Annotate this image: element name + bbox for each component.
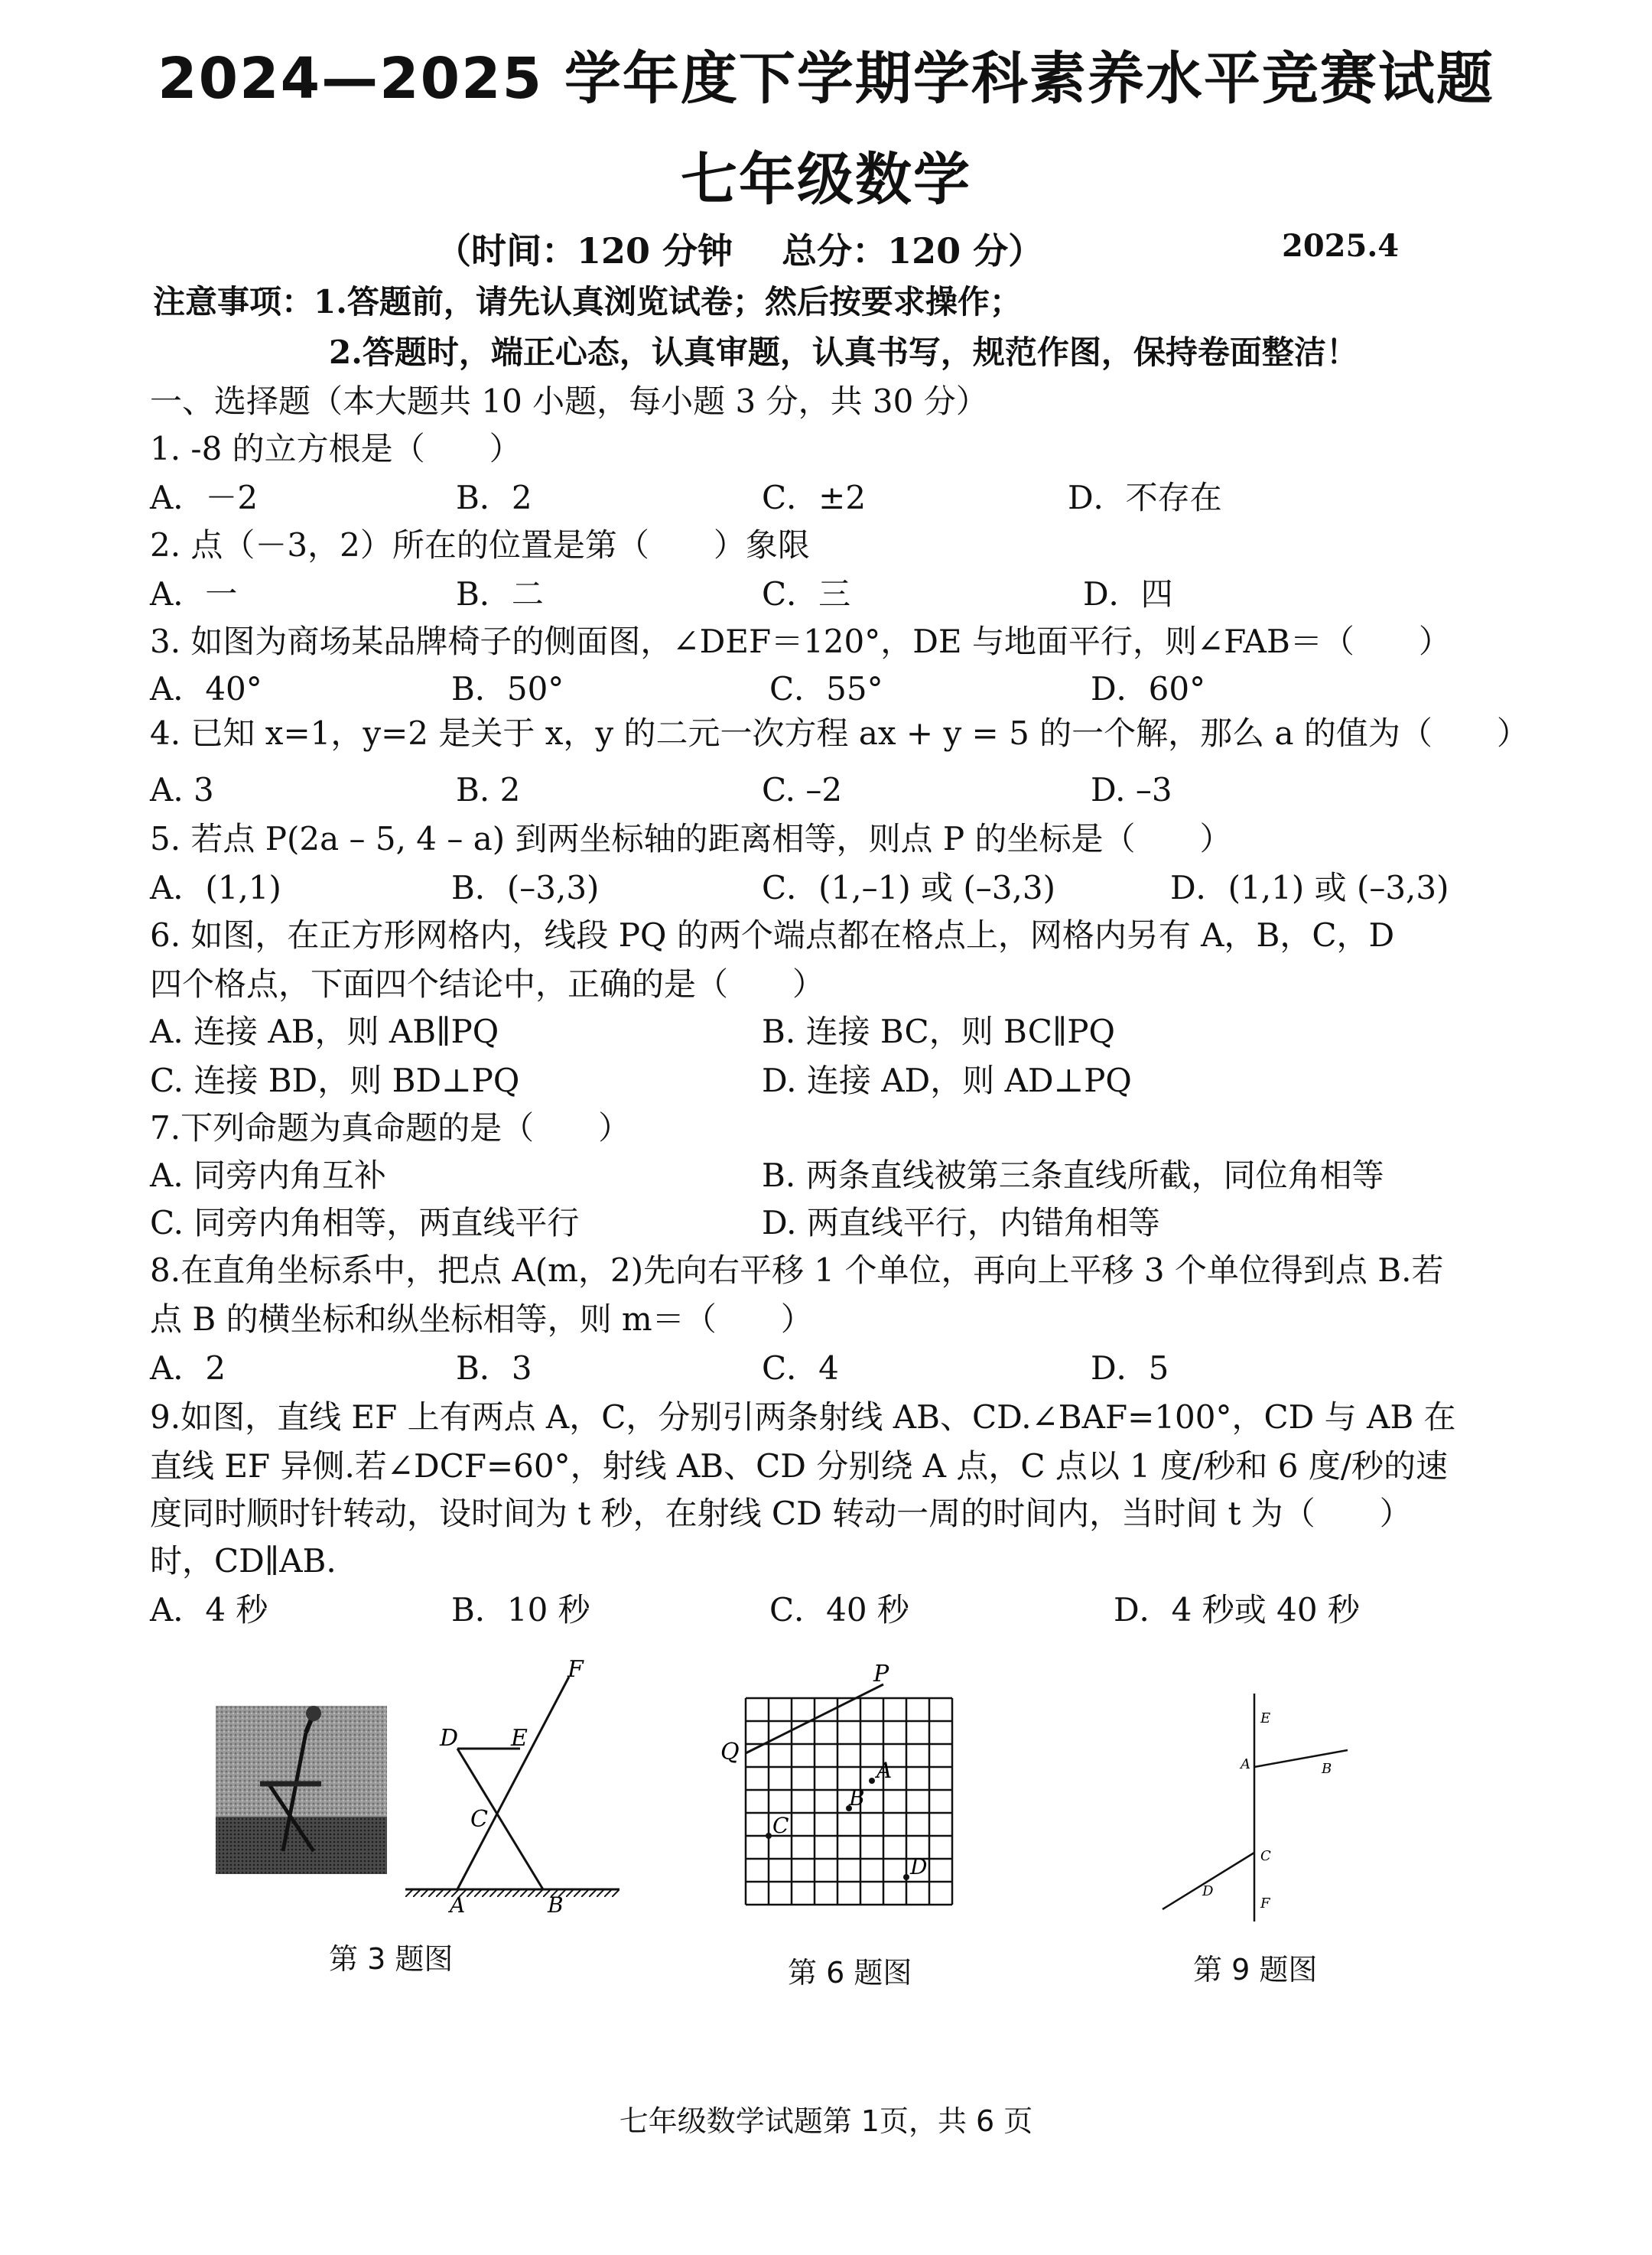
q4-stem: 4. 已知 x=1，y=2 是关于 x，y 的二元一次方程 ax + y = 5 的一个解，那么 a 的值为（ ）: [150, 714, 1529, 752]
q7-stem: 7.下列命题为真命题的是（ ）: [150, 1109, 631, 1147]
q5-option-c: C．(1,–1) 或 (–3,3): [762, 869, 1055, 906]
q8-stem-line-1: 8.在直角坐标系中，把点 A(m，2)先向右平移 1 个单位，再向上平移 3 个单位得到点 B.若: [150, 1251, 1444, 1289]
q1-option-a: A．－2: [150, 479, 259, 516]
fig6-label-q: Q: [720, 1739, 740, 1765]
notes-line-2: 2.答题时，端正心态，认真审题，认真书写，规范作图，保持卷面整洁！: [329, 334, 1358, 371]
q3-option-a: A．40°: [150, 670, 262, 708]
fig3-label-c: C: [470, 1806, 488, 1833]
q4-option-b: B. 2: [456, 771, 521, 809]
fig6-label-c: C: [772, 1813, 789, 1838]
fig6-label-a: A: [876, 1758, 893, 1783]
q1-option-c: C．±2: [762, 479, 867, 516]
q2-option-d: D．四: [1083, 575, 1173, 613]
fig9-label-f: F: [1260, 1895, 1270, 1912]
section-heading: 一、选择题（本大题共 10 小题，每小题 3 分，共 30 分）: [150, 382, 988, 420]
figure-6: [711, 1660, 987, 1920]
point-d: [903, 1874, 909, 1880]
q9-option-a: A．4 秒: [150, 1591, 268, 1629]
q8-option-a: A．2: [150, 1349, 226, 1387]
exam-time-info: （时间：120 分钟 总分：120 分）: [436, 230, 1044, 272]
fig3-label-e: E: [511, 1725, 528, 1752]
point-c: [766, 1833, 772, 1839]
fig6-caption: 第 6 题图: [788, 1956, 912, 1990]
q5-stem: 5. 若点 P(2a – 5, 4 – a) 到两坐标轴的距离相等，则点 P 的坐标是（ ）: [150, 820, 1232, 857]
fig3-label-d: D: [440, 1725, 459, 1752]
q4-option-a: A. 3: [150, 771, 214, 809]
fig9-label-e: E: [1260, 1710, 1271, 1726]
fig3-label-a: A: [450, 1892, 466, 1912]
q7-option-c: C. 同旁内角相等，两直线平行: [150, 1204, 580, 1241]
fig9-label-a: A: [1241, 1756, 1250, 1772]
q3-option-d: D．60°: [1091, 670, 1206, 708]
q7-option-d: D. 两直线平行，内错角相等: [762, 1204, 1160, 1241]
q9-option-b: B．10 秒: [451, 1591, 590, 1629]
q9-stem-line-4: 时，CD∥AB.: [150, 1542, 337, 1580]
q8-option-b: B．3: [456, 1349, 532, 1387]
q5-option-a: A．(1,1): [150, 869, 281, 906]
fig9-caption: 第 9 题图: [1193, 1953, 1318, 1987]
q3-option-b: B．50°: [451, 670, 564, 708]
q7-option-a: A. 同旁内角互补: [150, 1157, 387, 1194]
q2-stem: 2. 点（－3，2）所在的位置是第（ ）象限: [150, 526, 810, 564]
q6-option-d: D. 连接 AD，则 AD⊥PQ: [762, 1062, 1132, 1099]
q3-stem: 3. 如图为商场某品牌椅子的侧面图，∠DEF＝120°，DE 与地面平行，则∠FAB＝（ ）: [150, 623, 1451, 660]
q5-option-b: B．(–3,3): [451, 869, 600, 906]
fig9-label-c: C: [1260, 1848, 1271, 1864]
figure-3: [206, 1660, 635, 1912]
chair-photo: [216, 1706, 387, 1874]
fig6-label-b: B: [849, 1785, 865, 1811]
q6-option-c: C. 连接 BD，则 BD⊥PQ: [150, 1062, 520, 1099]
q4-option-d: D. –3: [1091, 771, 1172, 809]
fig9-label-b: B: [1322, 1761, 1332, 1777]
q2-option-c: C．三: [762, 575, 851, 613]
q1-option-b: B．2: [456, 479, 532, 516]
q8-stem-line-2: 点 B 的横坐标和纵坐标相等，则 m＝（ ）: [150, 1300, 813, 1338]
q9-stem-line-2: 直线 EF 异侧.若∠DCF=60°，射线 AB、CD 分别绕 A 点，C 点以 1 度/秒和 6 度/秒的速: [150, 1447, 1449, 1485]
fig3-label-f: F: [567, 1660, 584, 1683]
q1-stem: 1. -8 的立方根是（ ）: [150, 430, 522, 467]
fig6-label-p: P: [873, 1661, 889, 1687]
ray-ab: [1254, 1750, 1348, 1767]
q9-option-d: D．4 秒或 40 秒: [1114, 1591, 1360, 1629]
q7-option-b: B. 两条直线被第三条直线所截，同位角相等: [762, 1157, 1384, 1194]
fig9-label-d: D: [1202, 1883, 1214, 1899]
q1-option-d: D．不存在: [1068, 479, 1222, 516]
exam-date: 2025.4: [1282, 228, 1400, 264]
chair-diagram: [405, 1677, 620, 1897]
fig3-caption: 第 3 题图: [329, 1942, 454, 1976]
q5-option-d: D．(1,1) 或 (–3,3): [1170, 869, 1449, 906]
q8-option-d: D．5: [1091, 1349, 1169, 1387]
q8-option-c: C．4: [762, 1349, 839, 1387]
fig6-label-d: D: [910, 1854, 928, 1879]
line-af: [457, 1677, 569, 1889]
q6-stem-line-2: 四个格点，下面四个结论中，正确的是（ ）: [150, 965, 825, 1003]
point-a: [869, 1778, 875, 1784]
exam-subtitle: 七年级数学: [681, 147, 971, 213]
q9-stem-line-1: 9.如图，直线 EF 上有两点 A，C，分别引两条射线 AB、CD.∠BAF=100°，CD 与 AB 在: [150, 1398, 1456, 1436]
fig3-label-b: B: [548, 1892, 564, 1912]
q3-option-c: C．55°: [769, 670, 883, 708]
q4-option-c: C. –2: [762, 771, 843, 809]
ray-cd: [1163, 1853, 1254, 1909]
notes-line-1: 注意事项：1.答题前，请先认真浏览试卷；然后按要求操作；: [153, 283, 1022, 321]
q9-option-c: C．40 秒: [769, 1591, 909, 1629]
exam-title: 2024—2025 学年度下学期学科素养水平竞赛试题: [158, 46, 1494, 112]
page-footer: 七年级数学试题第 1页，共 6 页: [619, 2104, 1033, 2138]
figure-9: [1147, 1660, 1377, 1935]
q6-option-b: B. 连接 BC，则 BC∥PQ: [762, 1013, 1115, 1050]
q2-option-a: A．一: [150, 575, 238, 613]
q2-option-b: B．二: [456, 575, 544, 613]
q9-stem-line-3: 度同时顺时针转动，设时间为 t 秒，在射线 CD 转动一周的时间内，当时间 t 为（ ）: [150, 1495, 1412, 1532]
q6-option-a: A. 连接 AB，则 AB∥PQ: [150, 1013, 499, 1050]
q6-stem-line-1: 6. 如图，在正方形网格内，线段 PQ 的两个端点都在格点上，网格内另有 A，B，C，D: [150, 916, 1395, 954]
